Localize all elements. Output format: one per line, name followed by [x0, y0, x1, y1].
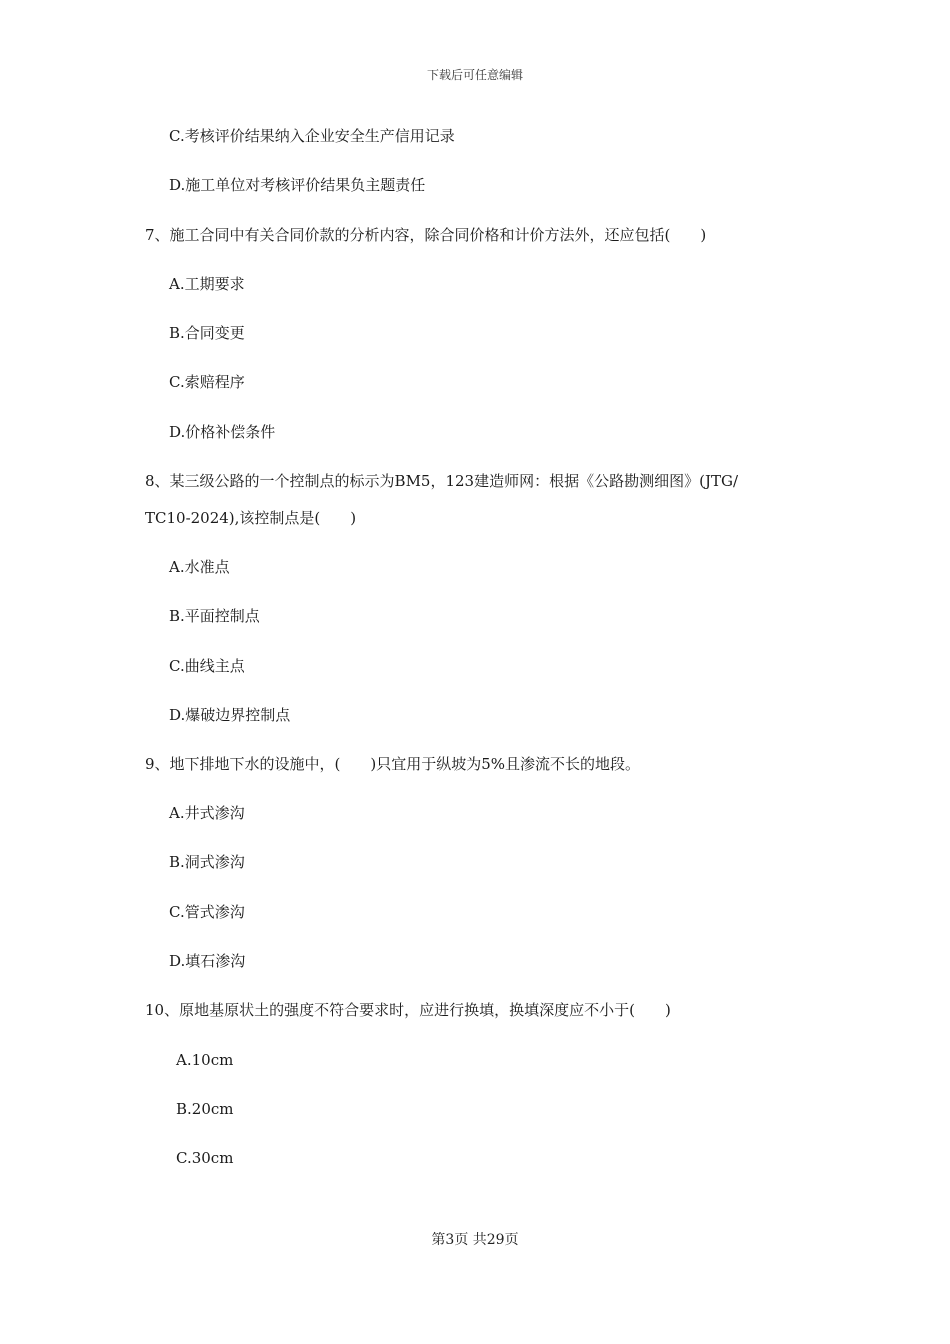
q9-option-d: D.填石渗沟 [169, 952, 246, 970]
question-7: 7、施工合同中有关合同价款的分析内容，除合同价格和计价方法外，还应包括( ) [145, 226, 707, 244]
q7-option-c: C.索赔程序 [169, 373, 245, 391]
q8-option-c: C.曲线主点 [169, 657, 245, 675]
question-9: 9、地下排地下水的设施中，( )只宜用于纵坡为5%且渗流不长的地段。 [145, 755, 641, 773]
q7-option-b: B.合同变更 [169, 324, 245, 342]
q9-option-b: B.洞式渗沟 [169, 853, 245, 871]
q8-option-b: B.平面控制点 [169, 607, 260, 625]
option-d: D.施工单位对考核评价结果负主题责任 [169, 176, 426, 194]
option-c: C.考核评价结果纳入企业安全生产信用记录 [169, 127, 455, 145]
q7-option-a: A.工期要求 [169, 275, 245, 293]
q9-option-a: A.井式渗沟 [169, 804, 245, 822]
question-8-line1: 8、某三级公路的一个控制点的标示为BM5，123建造师网：根据《公路勘测细图》(JTG/ [145, 472, 739, 490]
q7-option-d: D.价格补偿条件 [169, 423, 276, 441]
q8-option-a: A.水准点 [169, 558, 230, 576]
page-header: 下载后可任意编辑 [426, 68, 523, 82]
q10-option-a: A.10cm [176, 1051, 234, 1069]
question-8-line2: TC10-2024),该控制点是( ) [145, 509, 357, 527]
q10-option-c: C.30cm [176, 1149, 234, 1167]
page-footer: 第3页 共29页 [431, 1232, 519, 1248]
q8-option-d: D.爆破边界控制点 [169, 706, 291, 724]
question-10: 10、原地基原状土的强度不符合要求时，应进行换填，换填深度应不小于( ) [145, 1001, 671, 1019]
q10-option-b: B.20cm [176, 1100, 234, 1118]
q9-option-c: C.管式渗沟 [169, 903, 245, 921]
